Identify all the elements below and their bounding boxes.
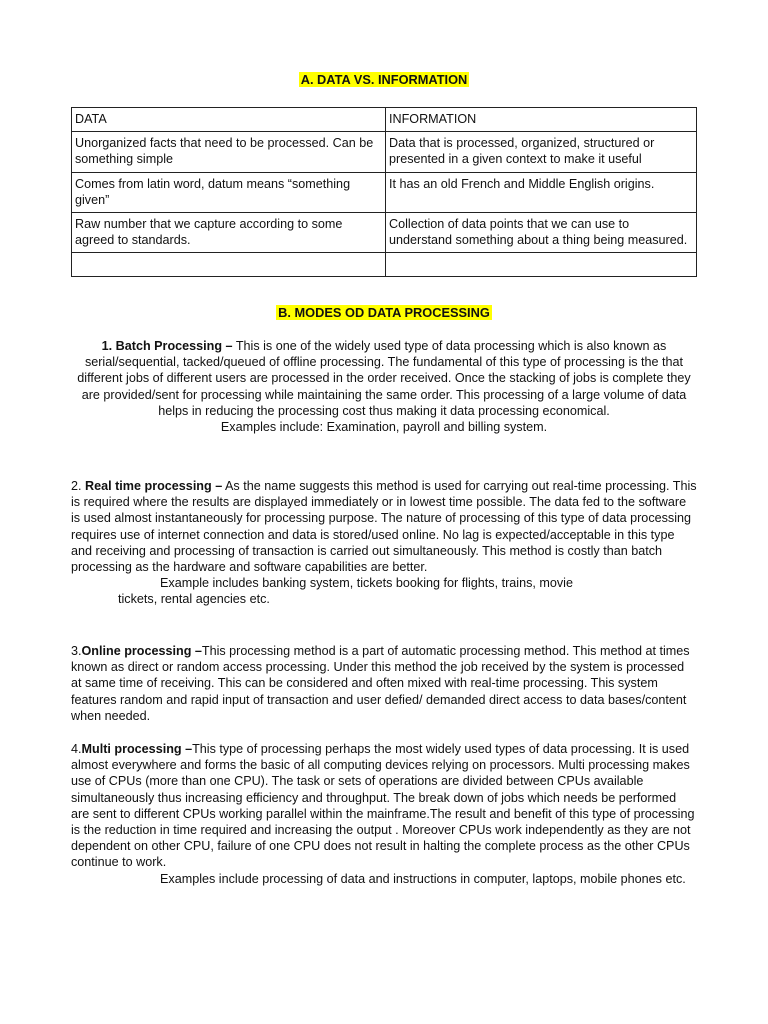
batch-processing-body: This is one of the widely used type of data processing which is also known as serial/sequential, tacked/queued of offline processing. The fundamental of this type of processing is the that different jobs of different users are processed in the order received. Once the stacking of jobs is complete they are provided/sent for processing while maintaining the same order. This processing of a large volume of data helps in reducing the processing cost thus making it data processing economical.	[77, 339, 691, 418]
table-cell-information	[386, 253, 697, 277]
section-a-heading	[71, 72, 697, 88]
realtime-processing-examples-line2: tickets, rental agencies etc.	[118, 592, 270, 607]
realtime-processing-examples-line1: Example includes banking system, tickets booking for flights, trains, movie	[160, 576, 573, 591]
batch-processing-paragraph	[71, 338, 697, 419]
table-row	[72, 132, 697, 172]
multi-processing-number: 4.	[71, 742, 82, 756]
online-processing-section	[71, 643, 697, 724]
batch-processing-section	[71, 338, 697, 435]
online-processing-title: Online processing –	[81, 644, 202, 658]
data-vs-information-table	[71, 107, 697, 277]
online-processing-number: 3.	[71, 644, 82, 658]
table-row	[72, 213, 697, 253]
table-cell-information: Collection of data points that we can use to understand something about a thing being measured.	[386, 213, 697, 253]
multi-processing-paragraph	[71, 741, 697, 871]
table-cell-data	[72, 253, 386, 277]
table-cell-data: Unorganized facts that need to be processed. Can be something simple	[72, 132, 386, 172]
multi-processing-title: Multi processing –	[81, 742, 193, 756]
table-cell-data: Raw number that we capture according to some agreed to standards.	[72, 213, 386, 253]
realtime-processing-section	[71, 478, 697, 608]
realtime-processing-paragraph	[71, 478, 697, 575]
online-processing-body: This processing method is a part of automatic processing method. This method at times known as direct or random access processing. Under this method the job received by the system is processed at same time of receiving. This can be considered and often mixed with real-time processing. This system features random and rapid input of transaction and user defied/ demanded direct access to data bases/content when needed.	[71, 644, 690, 723]
online-processing-paragraph	[71, 643, 697, 724]
multi-processing-examples: Examples include processing of data and instructions in computer, laptops, mobile phones etc.	[160, 871, 686, 886]
realtime-processing-body: As the name suggests this method is used for carrying out real-time processing. This is required where the results are displayed immediately or in lowest time possible. The data fed to the software is used almost instantaneously for processing purpose. The nature of processing of this type of data processing requires use of internet connection and data is stored/used online. No lag is expected/acceptable in this type and receiving and processing of transaction is carried out simultaneously. This method is costly than batch processing as the hardware and software capabilities are better.	[71, 479, 697, 575]
table-header-row	[72, 108, 697, 132]
table-row	[72, 172, 697, 212]
section-b-heading	[71, 305, 697, 321]
table-cell-information: Data that is processed, organized, structured or presented in a given context to make it useful	[386, 132, 697, 172]
table-header-data: DATA	[72, 108, 386, 132]
realtime-processing-number: 2.	[71, 479, 86, 493]
multi-processing-body: This type of processing perhaps the most widely used types of data processing. It is used almost everywhere and forms the basic of all computing devices relying on processors. Multi processing makes use of CPUs (more than one CPU). The task or sets of operations are divided between CPUs available simultaneously thus increasing efficiency and throughput. The break down of jobs which needs be performed are sent to different CPUs working parallel within the mainframe.The result and benefit of this type of processing is the reduction in time required and increasing the output . Moreover CPUs work independently as they are not dependent on other CPU, failure of one CPU does not result in halting the complete process as the other CPUs continue to work.	[71, 742, 695, 870]
table-cell-data: Comes from latin word, datum means “something given”	[72, 172, 386, 212]
batch-processing-title: 1. Batch Processing –	[101, 339, 233, 353]
batch-processing-examples: Examples include: Examination, payroll and billing system.	[220, 420, 548, 435]
multi-processing-section	[71, 741, 697, 887]
table-row-empty	[72, 253, 697, 277]
section-a-heading-text: A. DATA VS. INFORMATION	[300, 72, 468, 87]
table-cell-information: It has an old French and Middle English origins.	[386, 172, 697, 212]
section-b-heading-text: B. MODES OD DATA PROCESSING	[278, 305, 490, 320]
table-header-information: INFORMATION	[386, 108, 697, 132]
realtime-processing-title: Real time processing –	[85, 479, 223, 493]
